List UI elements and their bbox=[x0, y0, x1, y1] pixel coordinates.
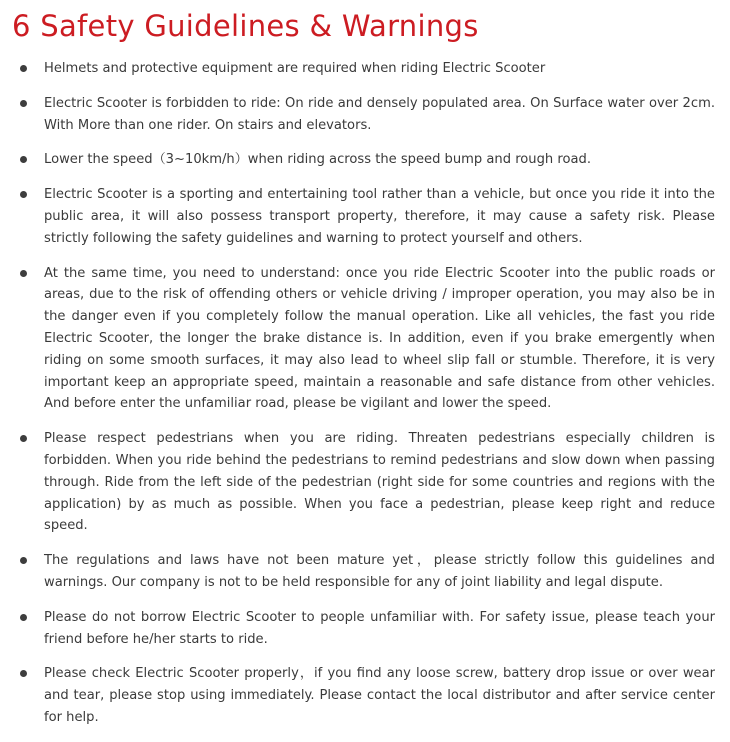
bullet-icon bbox=[20, 65, 27, 72]
guideline-text: Please check Electric Scooter properly，if you find any loose screw, battery drop issue or over wear and tear, please stop using immediately. Please contact the local distributor and after service center for help. bbox=[44, 666, 715, 725]
bullet-icon bbox=[20, 557, 27, 564]
bullet-icon bbox=[20, 100, 27, 107]
guideline-text: Helmets and protective equipment are required when riding Electric Scooter bbox=[44, 61, 546, 76]
list-item bbox=[0, 428, 730, 537]
list-item bbox=[0, 263, 730, 416]
list-item bbox=[0, 149, 730, 171]
list-item bbox=[0, 663, 730, 728]
bullet-icon bbox=[20, 670, 27, 677]
guideline-text: Electric Scooter is forbidden to ride: On ride and densely populated area. On Surface water over 2cm. With More than one rider. On stairs and elevators. bbox=[44, 95, 715, 133]
guidelines-list bbox=[0, 58, 730, 742]
bullet-icon bbox=[20, 270, 27, 277]
guideline-text: Electric Scooter is a sporting and entertaining tool rather than a vehicle, but once you ride it into the public area, it will also possess transport property, therefore, it may cause a safety risk. Please strictly following the safety guidelines and warning to protect yourself and others. bbox=[44, 187, 715, 246]
guideline-text: Please do not borrow Electric Scooter to people unfamiliar with. For safety issue, please teach your friend before he/her starts to ride. bbox=[44, 609, 715, 647]
guideline-text: The regulations and laws have not been mature yet，please strictly follow this guidelines and warnings. Our company is not to be held responsible for any of joint liability and legal dispute. bbox=[44, 553, 715, 590]
list-item bbox=[0, 550, 730, 594]
bullet-icon bbox=[20, 435, 27, 442]
bullet-icon bbox=[20, 191, 27, 198]
guideline-text: Lower the speed（3~10km/h）when riding across the speed bump and rough road. bbox=[44, 152, 591, 168]
page-title: 6 Safety Guidelines & Warnings bbox=[12, 9, 479, 43]
list-item bbox=[0, 607, 730, 651]
guideline-text: At the same time, you need to understand: once you ride Electric Scooter into the public roads or areas, due to the risk of offending others or vehicle driving / improper operation, you may also be in the danger even if you completely follow the manual operation. Like all vehicles, the fast you ride Electric Scooter, the longer the brake distance is. In addition, even if you brake emergently when riding on some smooth surfaces, it may also lead to wheel slip fall or stumble. Therefore, it is very important keep an appropriate speed, maintain a reasonable and safe distance from other vehicles. And before enter the unfamiliar road, please be vigilant and lower the speed. bbox=[44, 265, 715, 412]
guideline-text: Please respect pedestrians when you are riding. Threaten pedestrians especially children is forbidden. When you ride behind the pedestrians to remind pedestrians and slow down when passing through. Ride from the left side of the pedestrian (right side for some countries and regions with the application) by as much as possible. When you face a pedestrian, please keep right and reduce speed. bbox=[44, 431, 715, 534]
list-item bbox=[0, 93, 730, 137]
bullet-icon bbox=[20, 614, 27, 621]
list-item bbox=[0, 58, 730, 80]
list-item bbox=[0, 184, 730, 249]
bullet-icon bbox=[20, 156, 27, 163]
